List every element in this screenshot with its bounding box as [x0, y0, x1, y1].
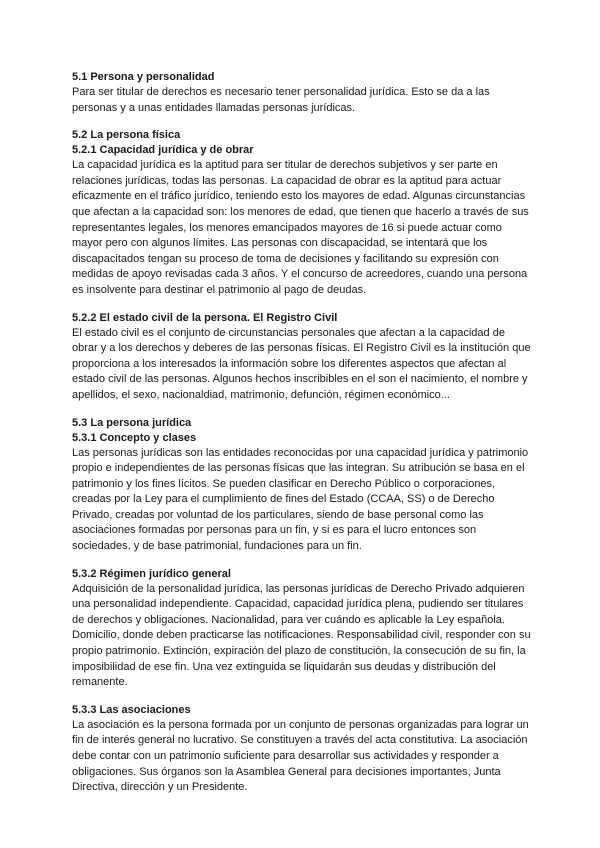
- subsection-heading: 5.2.1 Capacidad jurídica y de obrar: [72, 144, 254, 157]
- subsection-heading: 5.3.1 Concepto y clases: [72, 431, 197, 444]
- section-paragraph: La capacidad jurídica es la aptitud para ser titular de derechos subjetivos y ser parte en relaciones jurídicas, todas las personas. La capacidad de obrar es la aptitud para actuar eficazmente en el tráfico jurídico, teniendo esto los mayores de edad. Algunas circunstancias que afectan a la capacidad son: los menores de edad, que tienen que hacerlo a través de sus representantes legales, los menores emancipados mayores de 16 si puede actuar como mayor pero con algunos límites. Las personas con discapacidad, se intentará que los discapacitados tengan su proceso de toma de decisiones y facilitando su expresión con medidas de apoyo revisadas cada 3 años. Y el concurso de acreedores, cuando una persona es insolvente para destinar el patrimonio al pago de deudas.: [72, 159, 529, 296]
- section-paragraph: La asociación es la persona formada por un conjunto de personas organizadas para lograr un fin de interés general no lucrativo. Se constituyen a través del acta constitutiva. La asociación debe contar con un patrimonio suficiente para desarrollar sus actividades y responder a obligaciones. Sus órganos son la Asamblea General para decisiones importantes, Junta Directiva, dirección y un Presidente.: [72, 718, 529, 794]
- section-5-3-2: [72, 567, 532, 691]
- section-heading: 5.3 La persona jurídica: [72, 416, 192, 429]
- document-page: [72, 70, 532, 808]
- subsection-heading: 5.2.2 El estado civil de la persona. El Registro Civil: [72, 311, 338, 324]
- section-5-2-2: [72, 311, 532, 404]
- subsection-heading: 5.3.2 Régimen jurídico general: [72, 567, 231, 580]
- section-paragraph: El estado civil es el conjunto de circunstancias personales que afectan a la capacidad de obrar y a los derechos y deberes de las personas físicas. El Registro Civil es la institución que proporciona a los interesados la información sobre los diferentes aspectos que afectan al estado civil de las personas. Algunos hechos inscribibles en el son el nacimiento, el nombre y apellidos, el sexo, nacionaldiad, matrimonio, defunción, régimen económico...: [72, 326, 531, 401]
- section-heading: 5.2 La persona física: [72, 129, 181, 142]
- section-5-1: [72, 70, 532, 116]
- section-paragraph: Adquisición de la personalidad jurídica, las personas jurídicas de Derecho Privado adquieren una personalidad independiente. Capacidad, capacidad jurídica plena, pudiendo ser titulares de derechos y obligaciones. Nacionalidad, para ver cuándo es aplicable la Ley española. Domicilio, donde deben practicarse las notificaciones. Responsabilidad civil, responder con su propio patrimonio. Extinción, expiración del plazo de constitución, la consecución de su fin, la imposibilidad de ese fin. Una vez extinguida se liquidarán sus deudas y distribución del remanente.: [72, 582, 531, 689]
- section-5-2-1: [72, 128, 532, 298]
- section-paragraph: Para ser titular de derechos es necesario tener personalidad jurídica. Esto se da a las personas y a unas entidades llamadas personas jurídicas.: [72, 86, 490, 114]
- section-5-3-1: [72, 416, 532, 555]
- section-5-3-3: [72, 703, 532, 796]
- subsection-heading: 5.3.3 Las asociaciones: [72, 703, 191, 716]
- section-heading: 5.1 Persona y personalidad: [72, 71, 215, 83]
- section-paragraph: Las personas jurídicas son las entidades reconocidas por una capacidad jurídica y patrimonio propio e independientes de las personas físicas que las integran. Su atribución se basa en el patrimonio y los fines lícitos. Se pueden clasificar en Derecho Público o corporaciones, creadas por la Ley para el cumplimiento de fines del Estado (CCAA, SS) o de Derecho Privado, creadas por voluntad de los particulares, siendo de base personal como las asociaciones formadas por personas para un fin, y si es para el lucro entonces son sociedades, y de base patrimonial, fundaciones para un fin.: [72, 446, 529, 553]
